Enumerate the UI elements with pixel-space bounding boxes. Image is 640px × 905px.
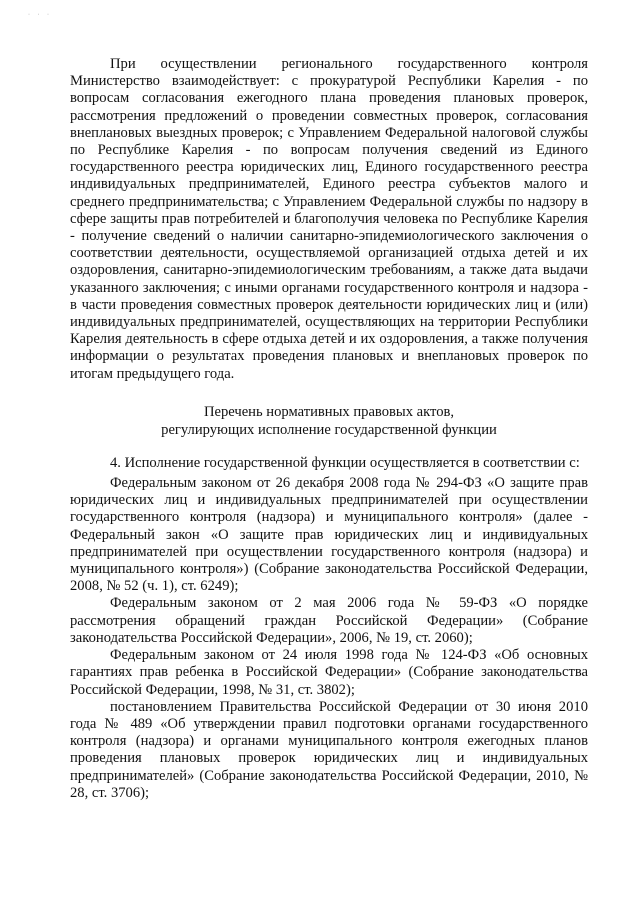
list-item: Федеральным законом от 26 декабря 2008 года № 294-ФЗ «О защите прав юридических лиц и индивидуальных предпринимателей при осуществлении государственного контроля (надзора) и муниципального контроля» (далее - Федеральный закон «О защите прав юридических лиц и индивидуальных предпринимателей при осуществлении государственного контроля (надзора) и муниципального контроля») (Собрание законодательства Российской Федерации, 2008, № 52 (ч. 1), ст. 6249);: [70, 475, 588, 595]
list-item: Федеральным законом от 2 мая 2006 года № 59-ФЗ «О порядке рассмотрения обращений граждан Российской Федерации» (Собрание законодательства Российской Федерации», 2006, № 19, ст. 2060);: [70, 595, 588, 646]
list-item: Федеральным законом от 24 июля 1998 года № 124-ФЗ «Об основных гарантиях прав ребенка в Российской Федерации» (Собрание законодательства Российской Федерации, 1998, № 31, ст. 3802);: [70, 647, 588, 698]
scan-artifact: · · ·: [28, 12, 52, 18]
paragraph-item-4: 4. Исполнение государственной функции осуществляется в соответствии с:: [110, 454, 580, 471]
section-heading-line-2: регулирующих исполнение государственной функции: [161, 421, 497, 438]
document-body: [70, 56, 588, 802]
paragraph-interaction: При осуществлении регионального государственного контроля Министерство взаимодействует: с прокуратурой Республики Карелия - по вопросам согласования ежегодного плана проведения плановых проверок, рассмотрения предложений о проведении совместных проверок, согласования внеплановых выездных проверок; с Управлением Федеральной налоговой службы по Республике Карелия - по вопросам получения сведений из Единого государственного реестра юридических лиц, Единого государственного реестра индивидуальных предпринимателей, Единого реестра субъектов малого и среднего предпринимательства; с Управлением Федеральной службы по надзору в сфере защиты прав потребителей и благополучия человека по Республике Карелия - получение сведений о наличии санитарно-эпидемиологического заключения о соответствии деятельности, осуществляемой организацией отдыха детей и их оздоровления, санитарно-эпидемиологическим требованиям, а также дата выдачи указанного заключения; с иными органами государственного контроля и надзора - в части проведения совместных проверок деятельности юридических лиц и (или) индивидуальных предпринимателей, осуществляющих на территории Республики Карелия деятельность в сфере отдыха детей и их оздоровления, а также получения информации о результатах проведения плановых и внеплановых проверок по итогам предыдущего года.: [70, 56, 588, 382]
section-heading-line-1: Перечень нормативных правовых актов,: [203, 403, 455, 420]
list-item: постановлением Правительства Российской Федерации от 30 июня 2010 года № 489 «Об утверждении правил подготовки органами государственного контроля (надзора) и органами муниципального контроля ежегодных планов проведения плановых проверок юридических лиц и индивидуальных предпринимателей» (Собрание законодательства Российской Федерации, 2010, № 28, ст. 3706);: [70, 698, 588, 801]
spacer: [70, 439, 588, 453]
